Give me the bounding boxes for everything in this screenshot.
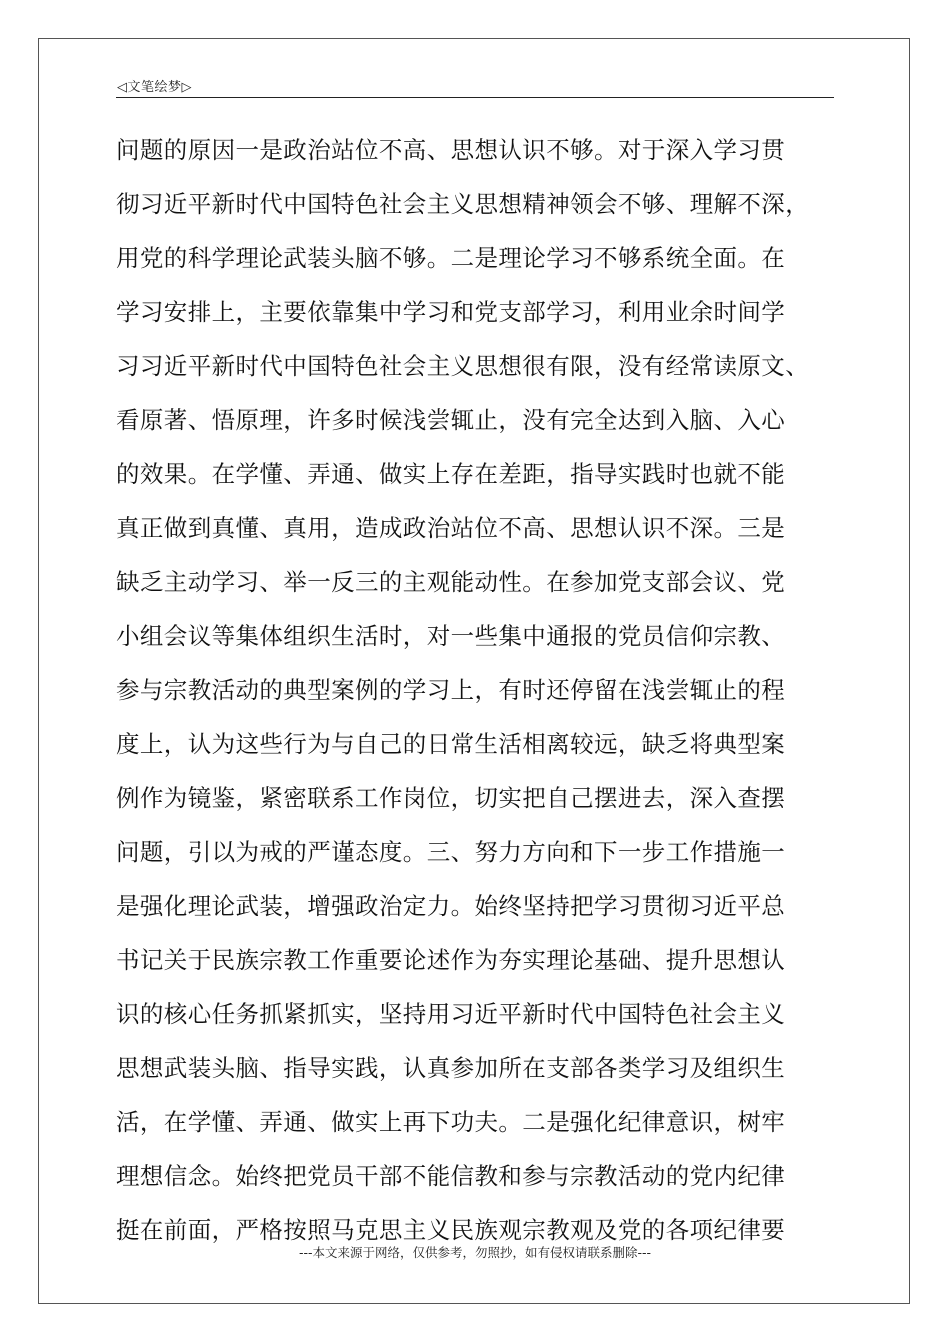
body-line: 问题，引以为戒的严谨态度。三、努力方向和下一步工作措施一 [116, 838, 786, 866]
body-line: 用党的科学理论武装头脑不够。二是理论学习不够系统全面。在 [116, 244, 786, 272]
body-line: 真正做到真懂、真用，造成政治站位不高、思想认识不深。三是 [116, 514, 786, 542]
body-line: 例作为镜鉴，紧密联系工作岗位，切实把自己摆进去，深入查摆 [116, 784, 786, 812]
body-line: 活，在学懂、弄通、做实上再下功夫。二是强化纪律意识，树牢 [116, 1108, 786, 1136]
body-line: 习习近平新时代中国特色社会主义思想很有限，没有经常读原文、 [116, 352, 810, 380]
body-line: 参与宗教活动的典型案例的学习上，有时还停留在浅尝辄止的程 [116, 676, 786, 704]
body-line: 学习安排上，主要依靠集中学习和党支部学习，利用业余时间学 [116, 298, 786, 326]
document-header-title: ◁文笔绘梦▷ [117, 80, 192, 95]
body-line: 小组会议等集体组织生活时，对一些集中通报的党员信仰宗教、 [116, 622, 786, 650]
body-line: 挺在前面，严格按照马克思主义民族观宗教观及党的各项纪律要 [116, 1216, 786, 1244]
body-line: 缺乏主动学习、举一反三的主观能动性。在参加党支部会议、党 [116, 568, 786, 596]
body-line: 彻习近平新时代中国特色社会主义思想精神领会不够、理解不深， [116, 190, 810, 218]
body-line: 识的核心任务抓紧抓实，坚持用习近平新时代中国特色社会主义 [116, 1000, 786, 1028]
body-line: 度上，认为这些行为与自己的日常生活相离较远，缺乏将典型案 [116, 730, 786, 758]
body-line: 是强化理论武装，增强政治定力。始终坚持把学习贯彻习近平总 [116, 892, 786, 920]
body-line: 理想信念。始终把党员干部不能信教和参与宗教活动的党内纪律 [116, 1162, 786, 1190]
document-footer-disclaimer: ---本文来源于网络，仅供参考，勿照抄，如有侵权请联系删除--- [298, 1245, 652, 1260]
document-body [116, 123, 856, 1257]
body-line: 书记关于民族宗教工作重要论述作为夯实理论基础、提升思想认 [116, 946, 786, 974]
body-line: 思想武装头脑、指导实践，认真参加所在支部各类学习及组织生 [116, 1054, 786, 1082]
body-line: 看原著、悟原理，许多时候浅尝辄止，没有完全达到入脑、入心 [116, 406, 786, 434]
header-divider [116, 97, 834, 98]
body-line: 问题的原因一是政治站位不高、思想认识不够。对于深入学习贯 [116, 136, 786, 164]
body-line: 的效果。在学懂、弄通、做实上存在差距，指导实践时也就不能 [116, 460, 786, 488]
